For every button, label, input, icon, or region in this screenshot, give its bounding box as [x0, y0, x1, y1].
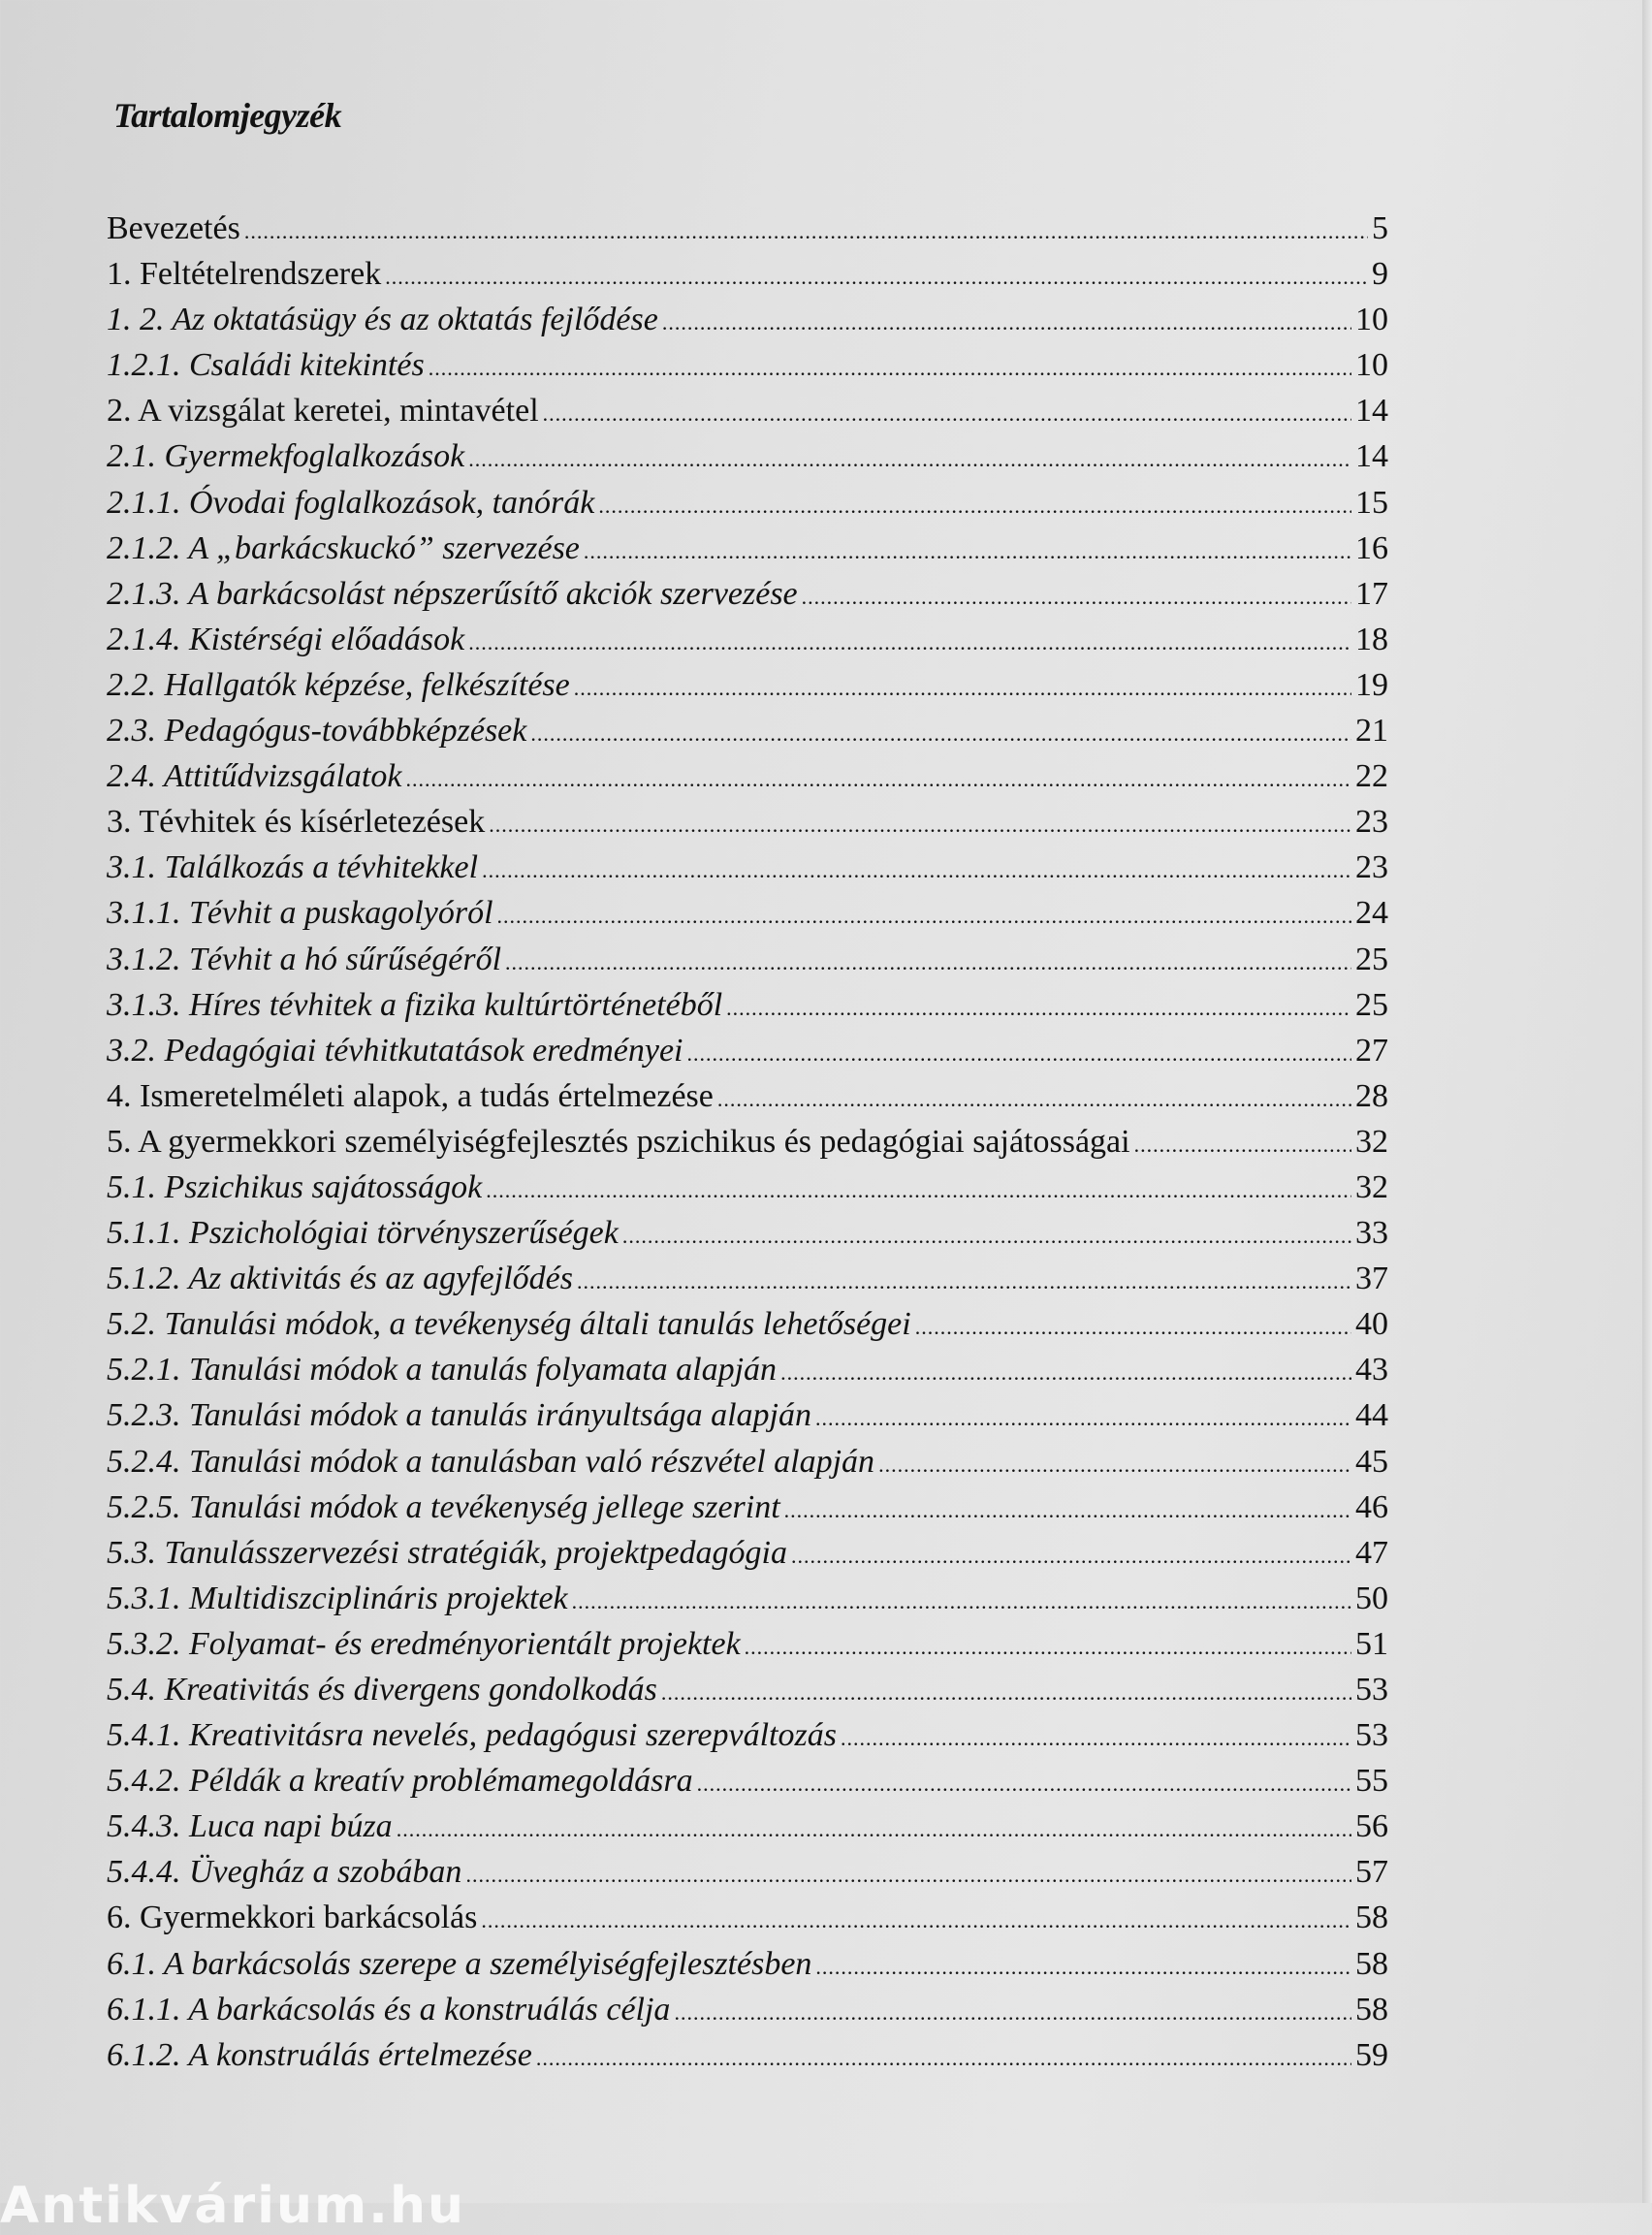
toc-entry: [107, 1485, 1388, 1530]
toc-entry: [107, 617, 1388, 662]
toc-entry-page: 57: [1355, 1854, 1388, 1891]
dot-leader: [574, 665, 1351, 711]
page-edge: [1642, 0, 1652, 2203]
toc-entry-page: 15: [1355, 484, 1388, 521]
toc-entry: [107, 1712, 1388, 1758]
dot-leader: [505, 940, 1351, 985]
toc-entry: [107, 480, 1388, 526]
toc-entry-page: 32: [1355, 1168, 1388, 1205]
toc-entry: [107, 1347, 1388, 1392]
toc-entry: [107, 1621, 1388, 1667]
toc-entry-label: 5.2.5. Tanulási módok a tevékenység jellege szerint: [107, 1488, 780, 1525]
toc-entry-page: 44: [1355, 1397, 1388, 1434]
toc-entry-label: 2.1. Gyermekfoglalkozások: [107, 438, 465, 475]
toc-entry-label: 5.3.1. Multidiszciplináris projektek: [107, 1580, 568, 1616]
toc-entry: [107, 2032, 1388, 2078]
toc-entry-label: 2.4. Attitűdvizsgálatok: [107, 758, 402, 795]
dot-leader: [1134, 1122, 1351, 1167]
toc-entry: [107, 433, 1388, 479]
toc-entry-label: 5.2.4. Tanulási módok a tanulásban való részvétel alapján: [107, 1443, 875, 1480]
toc-entry: [107, 1804, 1388, 1849]
toc-entry-page: 51: [1355, 1625, 1388, 1662]
toc-entry: [107, 1941, 1388, 1987]
toc-entry-page: 32: [1355, 1123, 1388, 1160]
toc-entry-page: 45: [1355, 1443, 1388, 1480]
dot-leader: [598, 483, 1351, 528]
toc-entry-label: 6. Gyermekkori barkácsolás: [107, 1900, 478, 1936]
dot-leader: [385, 254, 1368, 300]
toc-entry: [107, 206, 1388, 251]
toc-entry: [107, 1530, 1388, 1576]
toc-entry: [107, 662, 1388, 708]
dot-leader: [572, 1579, 1351, 1624]
toc-entry-page: 22: [1355, 758, 1388, 795]
toc-entry-page: 27: [1355, 1032, 1388, 1069]
toc-entry-label: 3.1. Találkozás a tévhitekkel: [107, 849, 479, 886]
dot-leader: [486, 1167, 1351, 1213]
toc-entry-label: 3.1.3. Híres tévhitek a fizika kultúrtörténetéből: [107, 986, 723, 1023]
toc-entry-page: 24: [1355, 895, 1388, 932]
toc-entry-page: 53: [1355, 1717, 1388, 1754]
toc-entry: [107, 1028, 1388, 1073]
toc-entry-page: 56: [1355, 1808, 1388, 1845]
toc-entry: [107, 845, 1388, 890]
toc-entry: [107, 1895, 1388, 1940]
dot-leader: [468, 436, 1351, 482]
toc-entry: [107, 1439, 1388, 1485]
toc-entry: [107, 890, 1388, 936]
toc-entry-page: 55: [1355, 1763, 1388, 1800]
toc-entry-label: 5.3.2. Folyamat- és eredményorientált projektek: [107, 1625, 741, 1662]
toc-entry-label: 2.1.4. Kistérségi előadások: [107, 621, 465, 657]
toc-entry: [107, 1256, 1388, 1301]
dot-leader: [530, 711, 1351, 756]
toc-entry-page: 50: [1355, 1580, 1388, 1616]
toc-entry-page: 21: [1355, 713, 1388, 750]
toc-entry: [107, 1987, 1388, 2032]
toc-entry-page: 5: [1372, 210, 1388, 246]
toc-entry: [107, 342, 1388, 388]
dot-leader: [784, 1487, 1351, 1533]
toc-entry-label: 2.3. Pedagógus-továbbképzések: [107, 713, 527, 750]
dot-leader: [841, 1715, 1351, 1761]
dot-leader: [244, 208, 1368, 254]
dot-leader: [878, 1442, 1351, 1487]
dot-leader: [697, 1761, 1351, 1806]
dot-leader: [687, 1031, 1351, 1076]
toc-entry-page: 25: [1355, 986, 1388, 1023]
toc-entry-page: 43: [1355, 1352, 1388, 1389]
toc-entry-label: 5.3. Tanulásszervezési stratégiák, projektpedagógia: [107, 1534, 787, 1571]
toc-entry-label: 5.1.1. Pszichológiai törvényszerűségek: [107, 1215, 619, 1252]
toc-entry-page: 59: [1355, 2036, 1388, 2073]
toc-entry-page: 58: [1355, 1945, 1388, 1982]
toc-entry-page: 58: [1355, 1900, 1388, 1936]
toc-entry-label: 6.1.2. A konstruálás értelmezése: [107, 2036, 532, 2073]
toc-entry-page: 17: [1355, 575, 1388, 612]
toc-entry-page: 16: [1355, 529, 1388, 566]
table-of-contents: [107, 206, 1388, 2078]
watermark: Antikvárium.hu: [0, 2177, 465, 2235]
dot-leader: [405, 756, 1351, 802]
toc-entry: [107, 1758, 1388, 1804]
toc-entry-page: 33: [1355, 1215, 1388, 1252]
toc-entry-page: 23: [1355, 804, 1388, 841]
dot-leader: [397, 1806, 1351, 1852]
toc-entry: [107, 1210, 1388, 1256]
dot-leader: [482, 847, 1351, 893]
dot-leader: [662, 300, 1351, 345]
dot-leader: [717, 1076, 1351, 1122]
toc-entry-label: 6.1. A barkácsolás szerepe a személyiségfejlesztésben: [107, 1945, 812, 1982]
toc-entry-label: 3. Tévhitek és kísérletezések: [107, 804, 486, 841]
toc-entry: [107, 251, 1388, 297]
toc-entry: [107, 297, 1388, 342]
toc-entry-page: 25: [1355, 941, 1388, 977]
dot-leader: [429, 345, 1351, 391]
toc-entry-label: 5. A gyermekkori személyiségfejlesztés pszichikus és pedagógiai sajátosságai: [107, 1123, 1130, 1160]
toc-entry-label: 5.4.1. Kreativitásra nevelés, pedagógusi szerepváltozás: [107, 1717, 837, 1754]
toc-entry-label: 2. A vizsgálat keretei, mintavétel: [107, 393, 539, 430]
dot-leader: [489, 802, 1351, 847]
toc-entry-label: 5.1. Pszichikus sajátosságok: [107, 1168, 483, 1205]
toc-entry-page: 10: [1355, 347, 1388, 384]
dot-leader: [674, 1990, 1351, 2035]
toc-entry-label: 5.2. Tanulási módok, a tevékenység általi tanulás lehetőségei: [107, 1306, 911, 1343]
dot-leader: [802, 574, 1351, 620]
toc-entry-page: 18: [1355, 621, 1388, 657]
toc-entry-label: 5.4.4. Üvegház a szobában: [107, 1854, 462, 1891]
toc-entry-label: 4. Ismeretelméleti alapok, a tudás értelmezése: [107, 1077, 714, 1114]
toc-entry-label: 5.4. Kreativitás és divergens gondolkodás: [107, 1672, 657, 1708]
dot-leader: [780, 1350, 1351, 1395]
dot-leader: [815, 1944, 1351, 1990]
toc-entry-label: 2.1.2. A „barkácskuckó” szervezése: [107, 529, 580, 566]
toc-entry-page: 14: [1355, 438, 1388, 475]
toc-entry-label: 2.2. Hallgatók képzése, felkészítése: [107, 666, 570, 703]
toc-entry-page: 40: [1355, 1306, 1388, 1343]
toc-entry-label: 2.1.3. A barkácsolást népszerűsítő akciók szervezése: [107, 575, 798, 612]
toc-entry-page: 37: [1355, 1261, 1388, 1297]
toc-entry-page: 28: [1355, 1077, 1388, 1114]
toc-entry: [107, 571, 1388, 617]
toc-entry-label: 3.2. Pedagógiai tévhitkutatások eredményei: [107, 1032, 683, 1069]
toc-entry: [107, 1667, 1388, 1712]
toc-entry-label: 1.2.1. Családi kitekintés: [107, 347, 425, 384]
toc-entry-label: 5.2.3. Tanulási módok a tanulás irányultsága alapján: [107, 1397, 811, 1434]
toc-entry-label: 1. 2. Az oktatásügy és az oktatás fejlődése: [107, 302, 658, 338]
toc-entry-page: 47: [1355, 1534, 1388, 1571]
dot-leader: [815, 1395, 1351, 1441]
toc-entry-page: 10: [1355, 302, 1388, 338]
toc-entry: [107, 388, 1388, 433]
toc-entry: [107, 1165, 1388, 1210]
toc-entry-page: 19: [1355, 666, 1388, 703]
dot-leader: [622, 1213, 1351, 1259]
toc-entry: [107, 1301, 1388, 1347]
toc-entry-label: 3.1.2. Tévhit a hó sűrűségéről: [107, 941, 502, 977]
dot-leader: [543, 391, 1351, 436]
dot-leader: [661, 1670, 1351, 1715]
dot-leader: [465, 1852, 1351, 1898]
toc-entry-page: 46: [1355, 1488, 1388, 1525]
toc-entry-page: 23: [1355, 849, 1388, 886]
toc-entry-label: 6.1.1. A barkácsolás és a konstruálás célja: [107, 1991, 671, 2027]
toc-entry: [107, 937, 1388, 982]
toc-entry: [107, 1576, 1388, 1621]
dot-leader: [791, 1533, 1351, 1579]
toc-entry: [107, 1119, 1388, 1165]
toc-entry-label: 2.1.1. Óvodai foglalkozások, tanórák: [107, 484, 595, 521]
toc-title: Tartalomjegyzék: [113, 96, 342, 135]
toc-entry: [107, 753, 1388, 799]
toc-entry-label: 5.1.2. Az aktivitás és az agyfejlődés: [107, 1261, 573, 1297]
dot-leader: [577, 1259, 1351, 1304]
toc-entry-label: 5.4.3. Luca napi búza: [107, 1808, 393, 1845]
toc-entry-label: 5.2.1. Tanulási módok a tanulás folyamata alapján: [107, 1352, 778, 1389]
dot-leader: [468, 620, 1351, 665]
dot-leader: [915, 1304, 1351, 1350]
toc-entry-page: 14: [1355, 393, 1388, 430]
dot-leader: [584, 528, 1351, 574]
toc-entry: [107, 526, 1388, 571]
dot-leader: [745, 1624, 1351, 1670]
toc-entry: [107, 708, 1388, 753]
toc-entry-page: 58: [1355, 1991, 1388, 2027]
toc-entry-label: Bevezetés: [107, 210, 240, 246]
toc-entry-label: 1. Feltételrendszerek: [107, 256, 382, 293]
toc-entry: [107, 1392, 1388, 1438]
dot-leader: [497, 893, 1351, 939]
dot-leader: [481, 1898, 1351, 1943]
toc-entry-label: 3.1.1. Tévhit a puskagolyóról: [107, 895, 493, 932]
toc-entry-page: 9: [1372, 256, 1388, 293]
dot-leader: [536, 2035, 1351, 2081]
dot-leader: [726, 985, 1351, 1031]
toc-entry: [107, 1849, 1388, 1895]
toc-entry-label: 5.4.2. Példák a kreatív problémamegoldásra: [107, 1763, 693, 1800]
toc-entry: [107, 799, 1388, 845]
toc-entry: [107, 982, 1388, 1028]
toc-entry-page: 53: [1355, 1672, 1388, 1708]
toc-entry: [107, 1073, 1388, 1119]
